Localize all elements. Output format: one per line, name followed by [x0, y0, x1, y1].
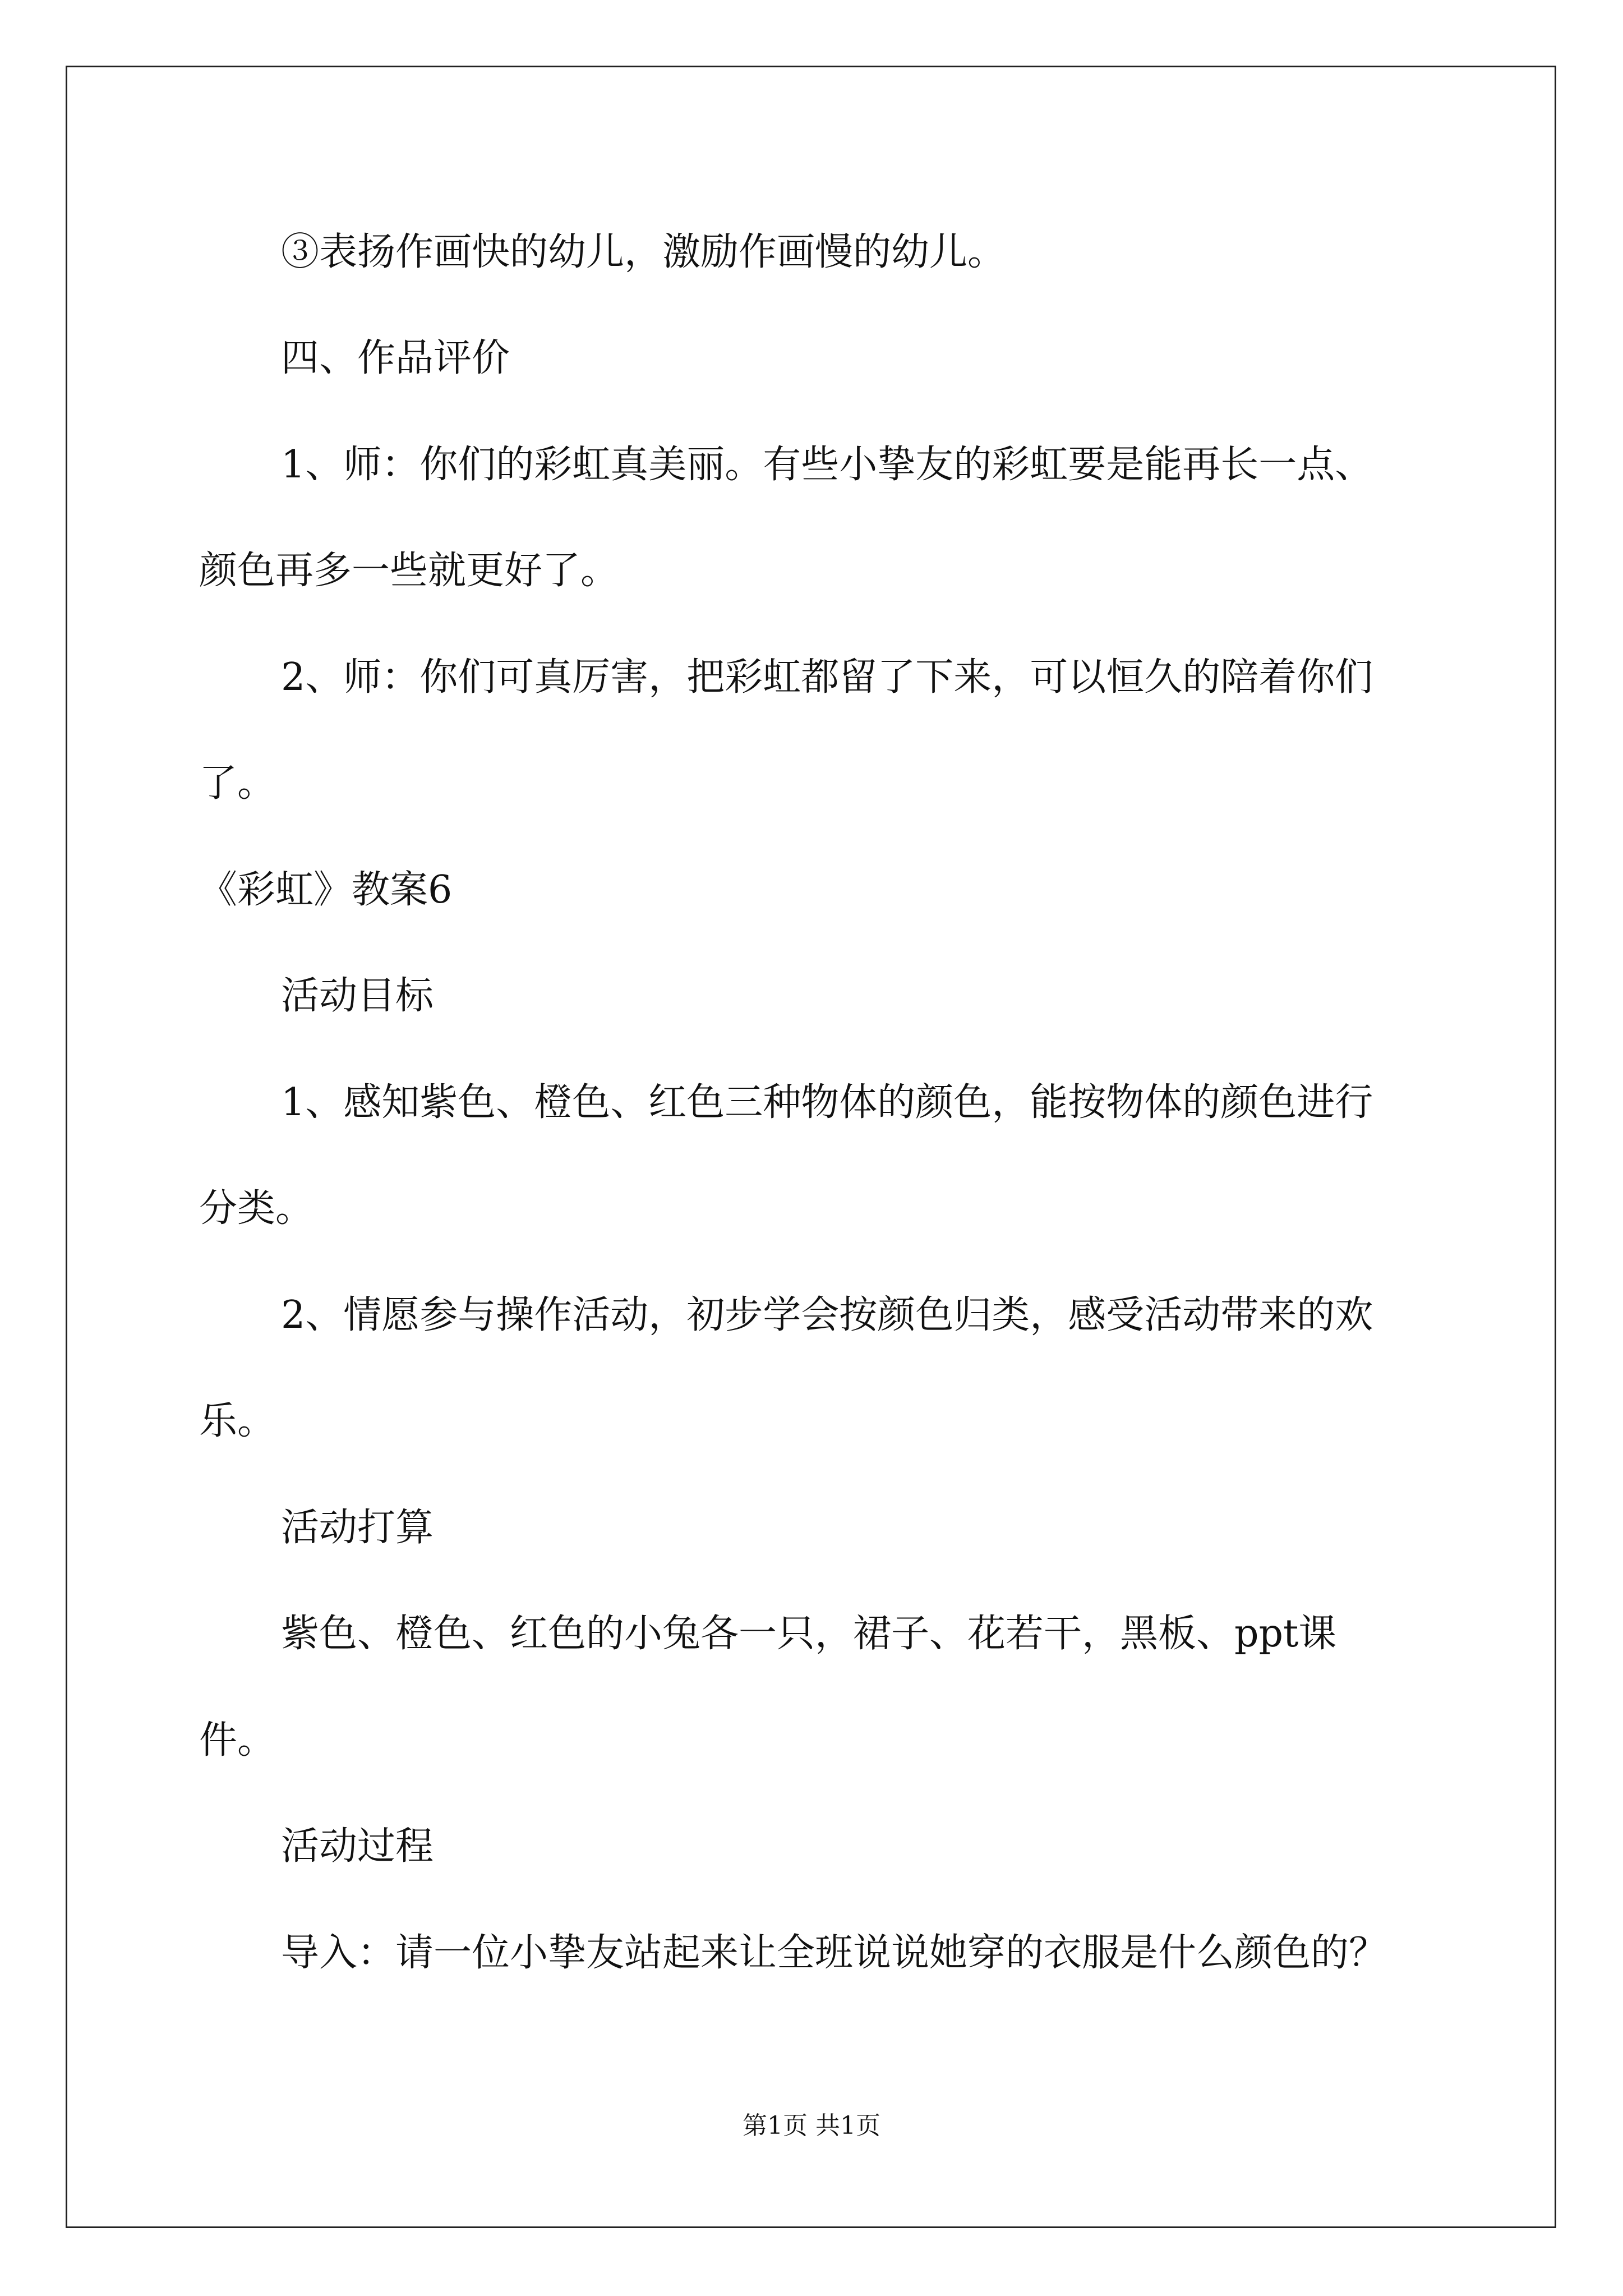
text-line: 2、师：你们可真厉害，把彩虹都留了下来，可以恒久的陪着你们 — [281, 655, 1373, 700]
text-line: 乐。 — [199, 1399, 276, 1443]
text-line: 1、师：你们的彩虹真美丽。有些小挚友的彩虹要是能再长一点、 — [281, 443, 1373, 487]
page-border — [66, 66, 1556, 2228]
document-title: 《彩虹》教案6 — [199, 868, 453, 912]
text-line: 2、情愿参与操作活动，初步学会按颜色归类，感受活动带来的欢 — [281, 1293, 1373, 1337]
section-heading: 活动过程 — [281, 1824, 434, 1869]
text-line: 导入：请一位小挚友站起来让全班说说她穿的衣服是什么颜色的？ — [281, 1931, 1387, 1975]
text-line: 了。 — [199, 761, 276, 806]
section-heading: 活动目标 — [281, 974, 434, 1018]
page-footer: 第1页 共1页 — [743, 2111, 880, 2140]
text-line: 颜色再多一些就更好了。 — [199, 549, 619, 593]
text-line: 1、感知紫色、橙色、红色三种物体的颜色，能按物体的颜色进行 — [281, 1080, 1373, 1125]
section-heading: 活动打算 — [281, 1506, 434, 1550]
text-line: 紫色、橙色、红色的小兔各一只，裙子、花若干，黑板、ppt课 — [281, 1612, 1337, 1656]
text-line: 分类。 — [199, 1186, 314, 1231]
text-line: ③表扬作画快的幼儿，激励作画慢的幼儿。 — [281, 230, 1006, 274]
section-heading: 四、作品评价 — [281, 336, 510, 380]
text-line: 件。 — [199, 1718, 276, 1763]
